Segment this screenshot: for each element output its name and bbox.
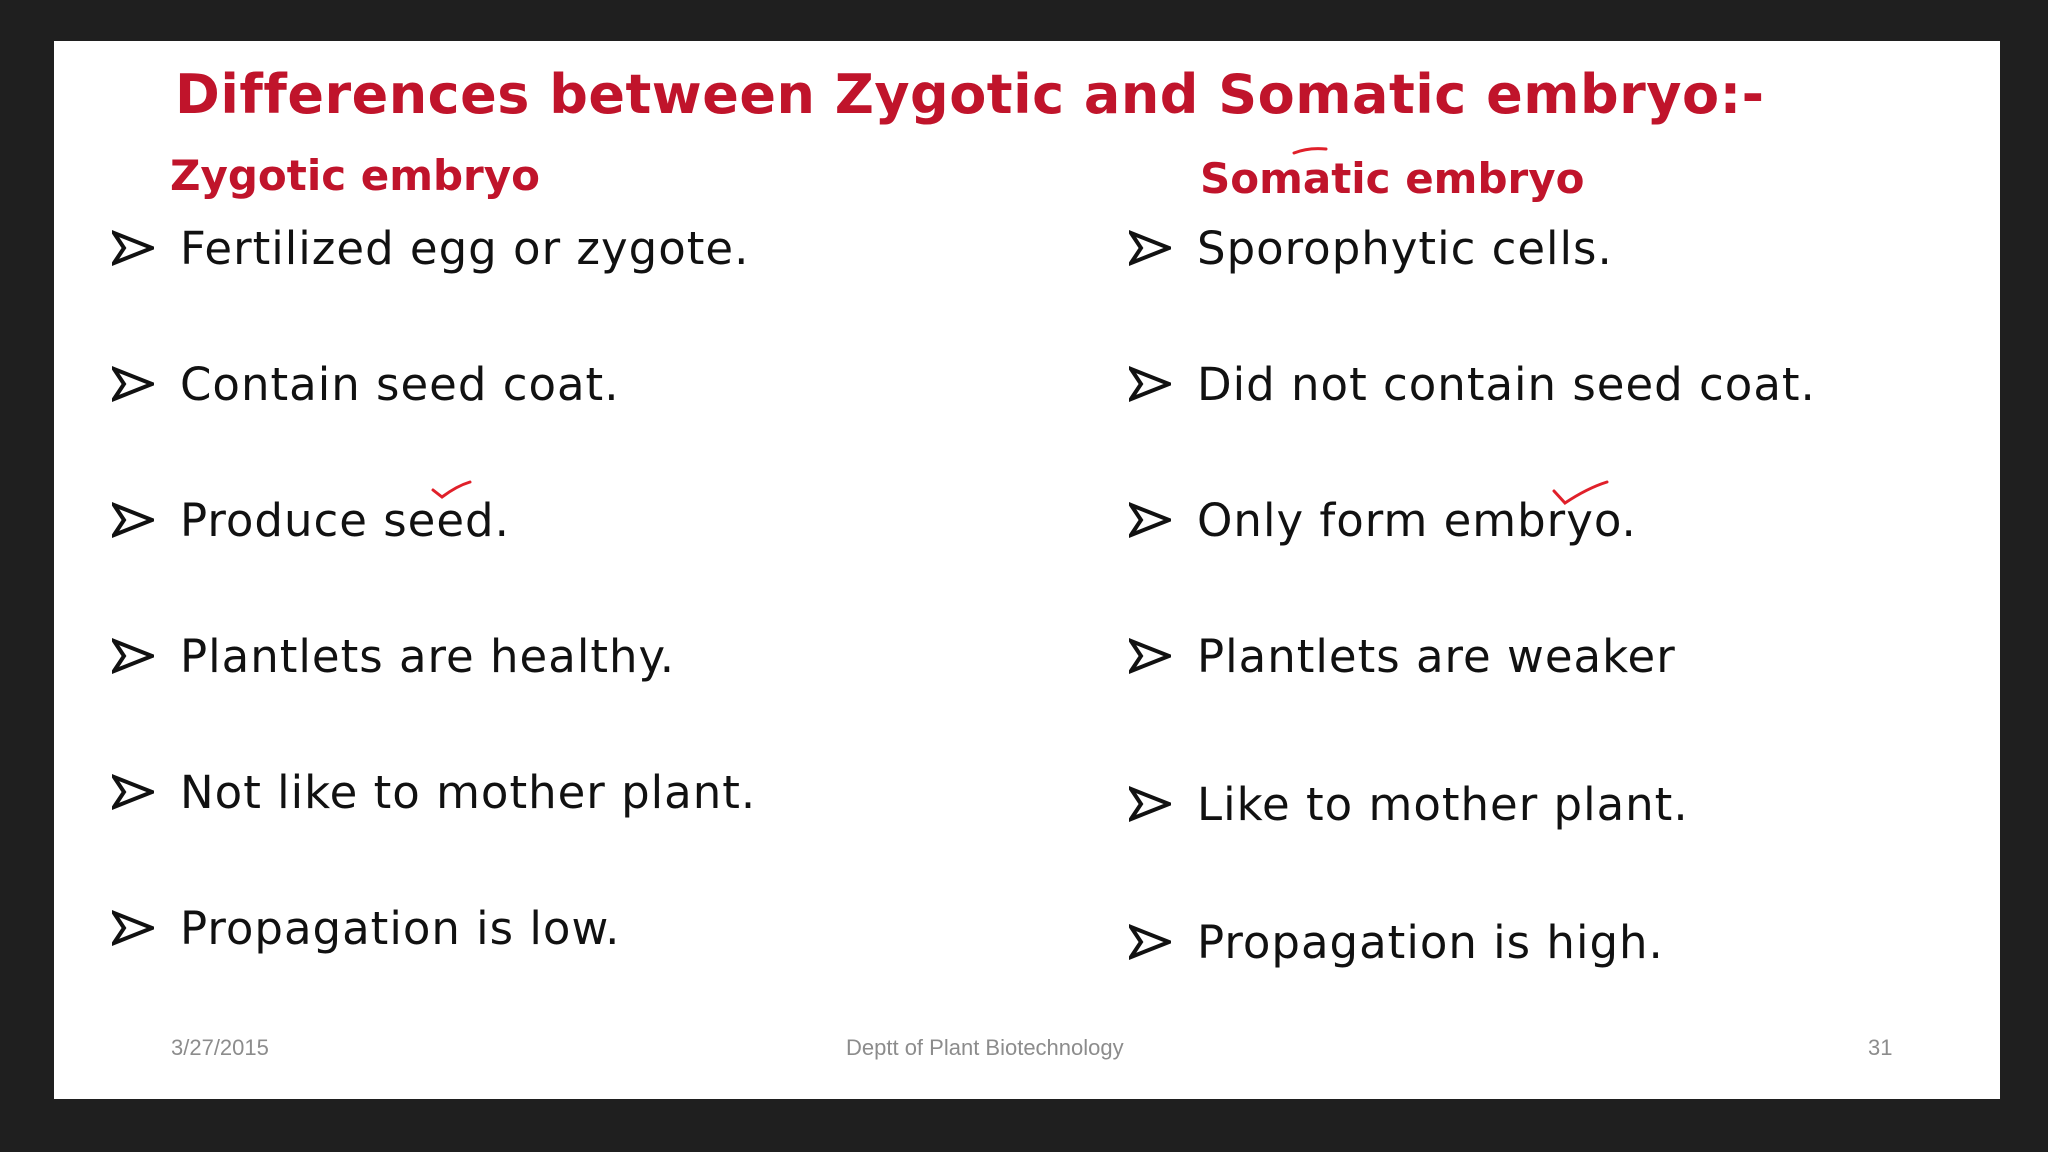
zygotic-item-text: Fertilized egg or zygote.	[180, 222, 750, 275]
arrowhead-bullet-icon	[1129, 230, 1171, 266]
arrowhead-bullet-icon	[112, 774, 154, 810]
arrowhead-bullet-icon	[112, 910, 154, 946]
slide-number: 31	[1868, 1035, 1893, 1060]
arrowhead-bullet-icon	[1129, 366, 1171, 402]
footer-date: 3/27/2015	[171, 1035, 269, 1060]
arrowhead-bullet-icon	[1129, 502, 1171, 538]
arrowhead-bullet-icon	[1129, 924, 1171, 960]
zygotic-item-text: Produce seed.	[180, 494, 510, 547]
arrowhead-bullet-icon	[1129, 638, 1171, 674]
zygotic-item-text: Plantlets are healthy.	[180, 630, 676, 683]
slide-title: Differences between Zygotic and Somatic embryo:-	[175, 63, 1765, 126]
zygotic-item-text: Not like to mother plant.	[180, 766, 757, 819]
zygotic-column-heading: Zygotic embryo	[170, 151, 541, 200]
zygotic-item-text: Contain seed coat.	[180, 358, 620, 411]
arrowhead-bullet-icon	[112, 366, 154, 402]
footer-department: Deptt of Plant Biotechnology	[846, 1035, 1124, 1060]
arrowhead-bullet-icon	[1129, 786, 1171, 822]
somatic-item-text: Sporophytic cells.	[1197, 222, 1613, 275]
zygotic-item-text: Propagation is low.	[180, 902, 621, 955]
somatic-column-heading: Somatic embryo	[1200, 154, 1585, 203]
somatic-item-text: Plantlets are weaker	[1197, 630, 1676, 683]
arrowhead-bullet-icon	[112, 502, 154, 538]
somatic-item-text: Did not contain seed coat.	[1197, 358, 1816, 411]
arrowhead-bullet-icon	[112, 230, 154, 266]
somatic-item-text: Only form embryo.	[1197, 494, 1637, 547]
somatic-item-text: Like to mother plant.	[1197, 778, 1689, 831]
somatic-item-text: Propagation is high.	[1197, 916, 1664, 969]
arrowhead-bullet-icon	[112, 638, 154, 674]
presentation-slide	[54, 41, 2000, 1099]
